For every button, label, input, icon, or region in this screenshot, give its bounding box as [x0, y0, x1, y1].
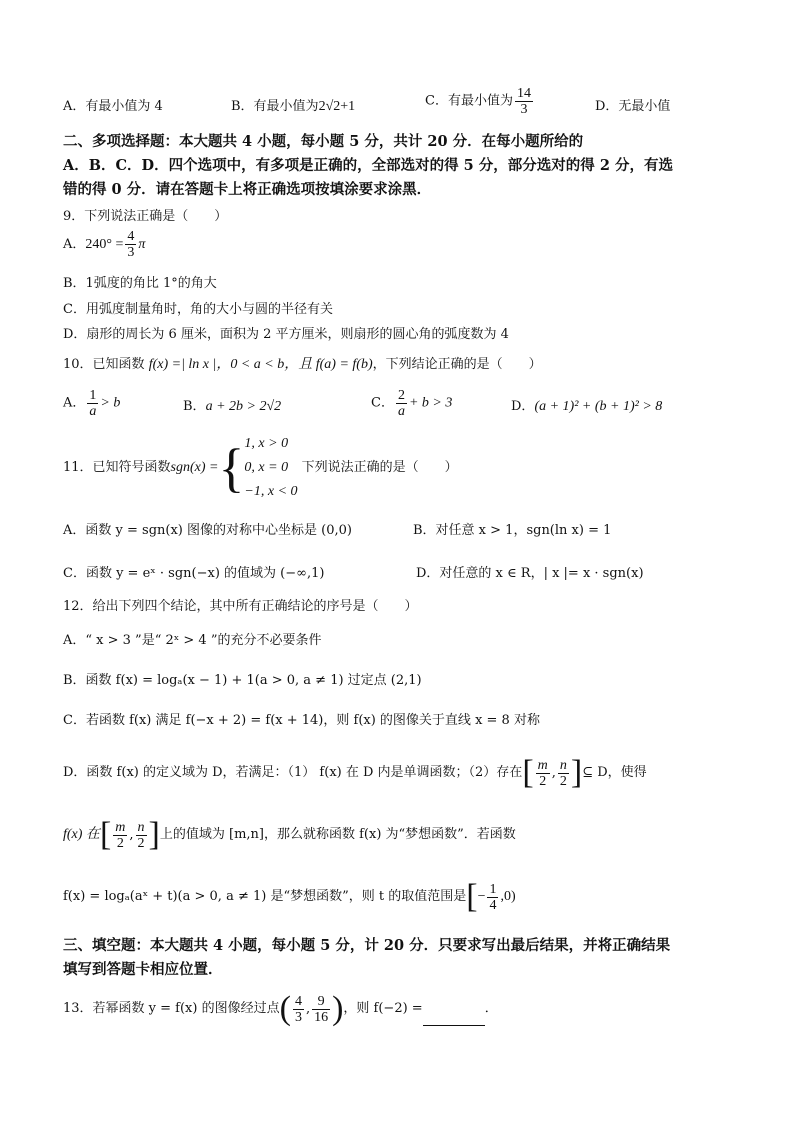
q12-option-c: C．若函数 f(x) 满足 f(−x + 2) = f(x + 14)，则 f(x) 的图像关于直线 x = 8 对称: [63, 713, 540, 728]
q10-options: [63, 386, 743, 426]
section3-line1: 三、填空题：本大题共 4 小题，每小题 5 分，计 20 分．只要求写出最后结果，并将正确结果: [63, 937, 671, 954]
q8-option-a: A．有最小值为 4: [63, 99, 163, 114]
q10-stem: 10．已知函数 f(x) =| ln x |，0 < a < b，且 f(a) = f(b)，下列结论正确的是（ ）: [63, 357, 542, 372]
q12-option-d-line3: f(x) = logₐ(aˣ + t)(a > 0, a ≠ 1) 是“梦想函数”，则 t 的取值范围是[− $\frac{1}{4}$ ,0): [63, 878, 516, 915]
q10-option-c: C． $\frac{2}{a}$ + b > 3: [371, 388, 453, 419]
q9-option-c: C．用弧度制量角时，角的大小与圆的半径有关: [63, 302, 333, 317]
section2-line2: A．B．C．D．四个选项中，有多项是正确的，全部选对的得 5 分，部分选对的得 2 分，有选: [63, 157, 673, 174]
q11-stem: 11．已知符号函数sgn(x) ={ 1, x > 0 0, x = 0 −1, x < 0 下列说法正确的是（ ）: [63, 432, 458, 504]
q13-stem: 13．若幂函数 y = f(x) 的图像经过点( $\frac{4}{3}$ , $\frac{9}{16}$ )，则 f(−2) = ．: [63, 990, 498, 1027]
q9-option-b: B．1弧度的角比 1°的角大: [63, 276, 217, 291]
answer-blank[interactable]: [423, 1011, 485, 1026]
q11-option-a: A．函数 y = sgn(x) 图像的对称中心坐标是 (0,0): [63, 523, 352, 538]
q9-option-d: D．扇形的周长为 6 厘米，面积为 2 平方厘米，则扇形的圆心角的弧度数为 4: [63, 327, 509, 342]
q8-option-b: B．有最小值为2√2+1: [231, 99, 356, 114]
q8-option-d: D．无最小值: [595, 99, 671, 114]
q10-option-b: B．a + 2b > 2√2: [183, 399, 282, 414]
q12-option-d-line1: D．函数 f(x) 的定义域为 D，若满足：（1） f(x) 在 D 内是单调函数；（2）存在[ $\frac{m}{2}$ , $\frac{n}{2}$ ]⊆ D，使得: [63, 754, 647, 791]
q12-option-d-line2: f(x) 在[ $\frac{m}{2}$ , $\frac{n}{2}$ ]上的值域为 [m,n]，那么就称函数 f(x) 为“梦想函数”．若函数: [63, 816, 516, 853]
q12-stem: 12．给出下列四个结论，其中所有正确结论的序号是（ ）: [63, 599, 418, 614]
q12-option-b: B．函数 f(x) = logₐ(x − 1) + 1(a > 0, a ≠ 1) 过定点 (2,1): [63, 673, 422, 688]
q10-option-a: A． $\frac{1}{a}$ > b: [63, 388, 121, 419]
q9-stem: 9．下列说法正确是（ ）: [63, 209, 228, 224]
section2-line3: 错的得 0 分．请在答题卡上将正确选项按填涂要求涂黑．: [63, 181, 432, 198]
q11-option-d: D．对任意的 x ∈ R，| x |= x · sgn(x): [416, 566, 644, 581]
q8-option-c: C．有最小值为 $\frac{14}{3}$: [425, 86, 531, 117]
q12-option-a: A．“ x > 3 ”是“ 2ˣ > 4 ”的充分不必要条件: [63, 633, 322, 648]
q10-option-d: D．(a + 1)² + (b + 1)² > 8: [511, 399, 663, 414]
section2-line1: 二、多项选择题：本大题共 4 小题，每小题 5 分，共计 20 分．在每小题所给的: [63, 133, 584, 150]
section3-line2: 填写到答题卡相应位置．: [63, 961, 223, 978]
q11-option-c: C．函数 y = eˣ · sgn(−x) 的值域为 (−∞,1): [63, 566, 325, 581]
q9-option-a: A．240° = $\frac{4}{3}$ π: [63, 229, 146, 260]
sgn-cases: 1, x > 0 0, x = 0 −1, x < 0: [244, 436, 298, 499]
left-brace-icon: {: [218, 438, 245, 498]
q11-option-b: B．对任意 x > 1，sgn(ln x) = 1: [413, 523, 612, 538]
